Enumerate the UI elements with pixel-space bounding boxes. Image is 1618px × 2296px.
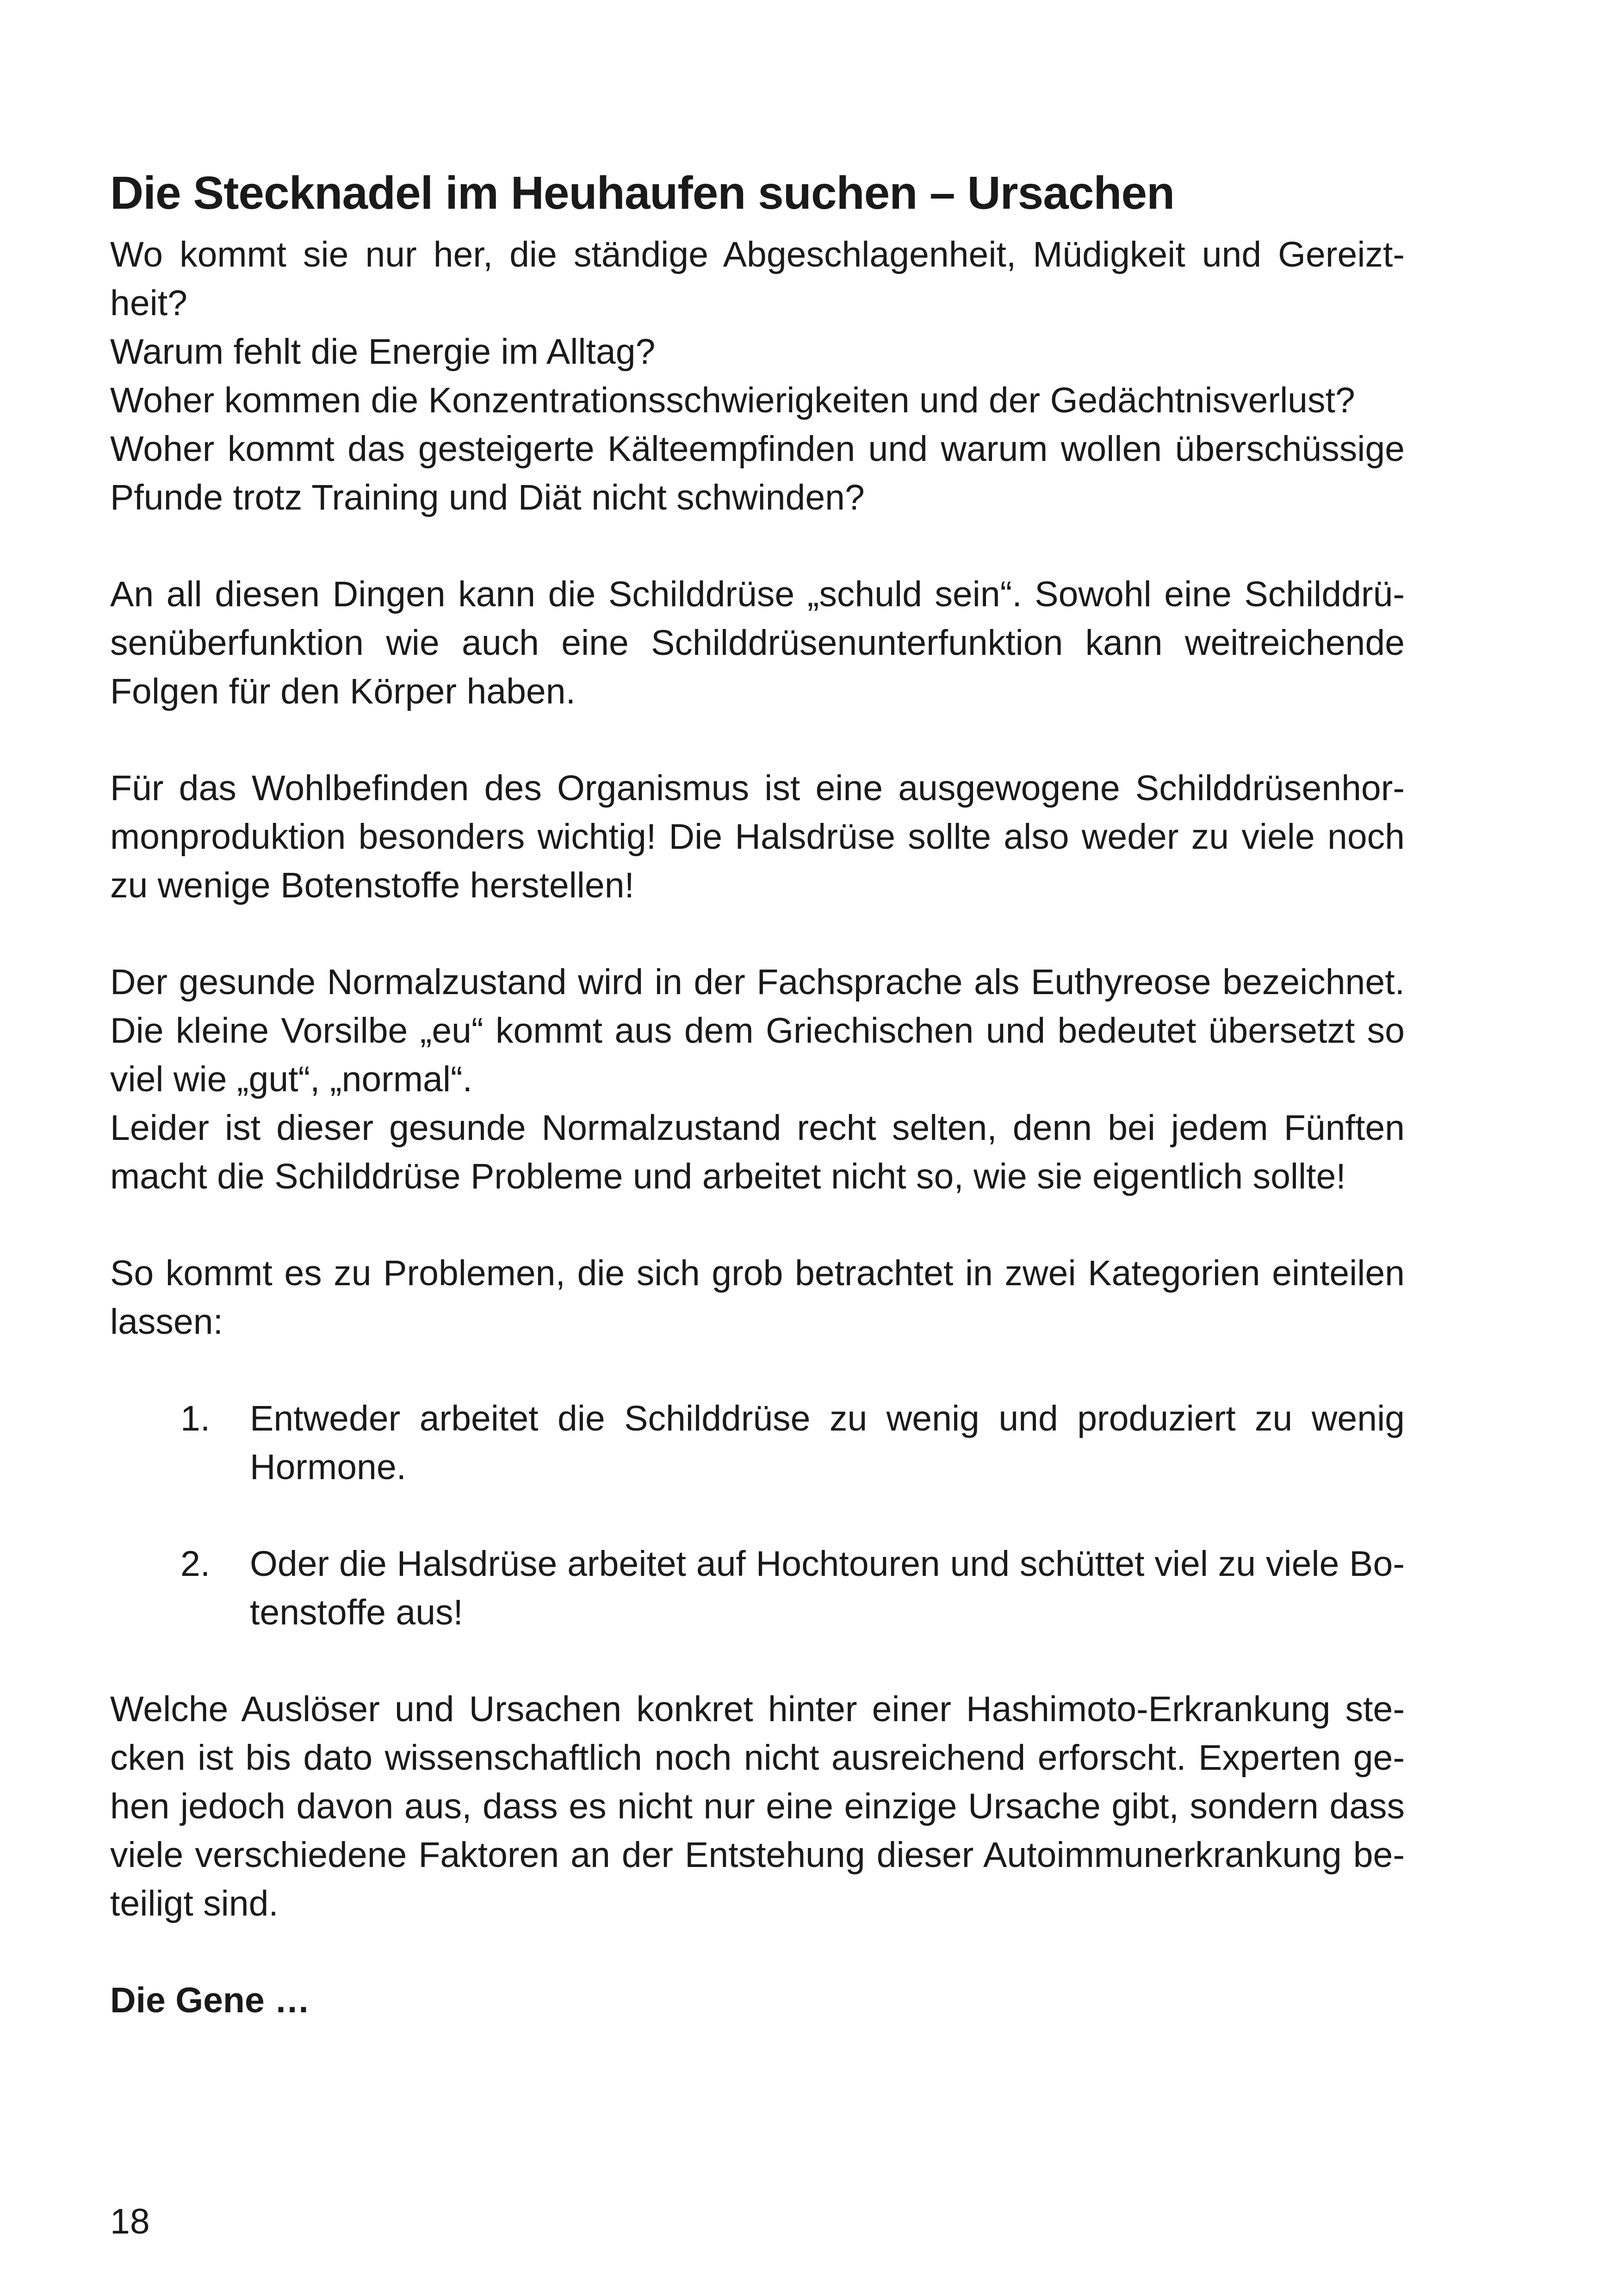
body-line: Hormone. [250, 1447, 407, 1487]
body-line: viel wie „gut“, „normal“. [110, 1059, 473, 1099]
paragraph-intro-questions [110, 230, 1405, 522]
body-line: Woher kommen die Konzentrationsschwierigkeiten und der Gedächtnisverlust? [110, 380, 1355, 420]
list-item [110, 1394, 1405, 1492]
body-line: senüberfunktion wie auch eine Schilddrüsenunterfunktion kann weitreichende [110, 623, 1405, 663]
body-line: Für das Wohlbefinden des Organismus ist eine ausgewogene Schilddrüsenhor- [110, 768, 1405, 808]
body-line: Der gesunde Normalzustand wird in der Fachsprache als Euthyreose bezeichnet. [110, 962, 1405, 1002]
body-line: Woher kommt das gesteigerte Kälteempfinden und warum wollen überschüssige [110, 429, 1405, 469]
body-line: macht die Schilddrüse Probleme und arbeitet nicht so, wie sie eigentlich sollte! [110, 1157, 1346, 1196]
body-line: lassen: [110, 1302, 223, 1342]
body-line: hen jedoch davon aus, dass es nicht nur eine einzige Ursache gibt, sondern dass [110, 1786, 1405, 1826]
body-line: Wo kommt sie nur her, die ständige Abgeschlagenheit, Müdigkeit und Gereizt- [110, 235, 1405, 274]
body-line: So kommt es zu Problemen, die sich grob betrachtet in zwei Kategorien einteilen [110, 1253, 1405, 1293]
chapter-heading: Die Stecknadel im Heuhaufen suchen – Ursachen [110, 167, 1175, 219]
body-line: Welche Auslöser und Ursachen konkret hinter einer Hashimoto-Erkrankung ste- [110, 1689, 1405, 1729]
body-line: Warum fehlt die Energie im Alltag? [110, 332, 656, 372]
list-number: 1. [180, 1399, 211, 1438]
list-item-text [250, 1394, 1405, 1492]
paragraph-causes [110, 1685, 1405, 1928]
body-line: Oder die Halsdrüse arbeitet auf Hochtouren und schüttet viel zu viele Bo- [250, 1544, 1405, 1584]
section-subheading: Die Gene … [110, 1980, 310, 2020]
paragraph-euthyreose [110, 958, 1405, 1201]
list-item [110, 1540, 1405, 1637]
body-line: Leider ist dieser gesunde Normalzustand recht selten, denn bei jedem Fünften [110, 1108, 1405, 1148]
paragraph-categories [110, 1249, 1405, 1346]
body-line: heit? [110, 283, 187, 323]
page-number: 18 [110, 2202, 150, 2241]
paragraph-balance [110, 764, 1405, 910]
paragraph-thyroid-blame [110, 570, 1405, 716]
body-line: viele verschiedene Faktoren an der Entstehung dieser Autoimmunerkrankung be- [110, 1835, 1405, 1875]
list-number: 2. [180, 1544, 211, 1584]
body-line: Entweder arbeitet die Schilddrüse zu wenig und produziert zu wenig [250, 1399, 1405, 1438]
page-content [110, 163, 1405, 2025]
list-item-text [250, 1540, 1405, 1637]
body-line: cken ist bis dato wissenschaftlich noch nicht ausreichend erforscht. Experten ge- [110, 1738, 1405, 1778]
body-line: teiligt sind. [110, 1884, 279, 1923]
numbered-list [110, 1394, 1405, 1637]
body-line: Die kleine Vorsilbe „eu“ kommt aus dem Griechischen und bedeutet übersetzt so [110, 1011, 1405, 1051]
body-line: monproduktion besonders wichtig! Die Halsdrüse sollte also weder zu viele noch [110, 817, 1405, 857]
body-line: An all diesen Dingen kann die Schilddrüse „schuld sein“. Sowohl eine Schilddrü- [110, 574, 1405, 614]
body-line: zu wenige Botenstoffe herstellen! [110, 865, 634, 905]
body-line: Pfunde trotz Training und Diät nicht schwinden? [110, 478, 865, 517]
body-line: Folgen für den Körper haben. [110, 672, 576, 711]
body-line: tenstoffe aus! [250, 1593, 463, 1632]
